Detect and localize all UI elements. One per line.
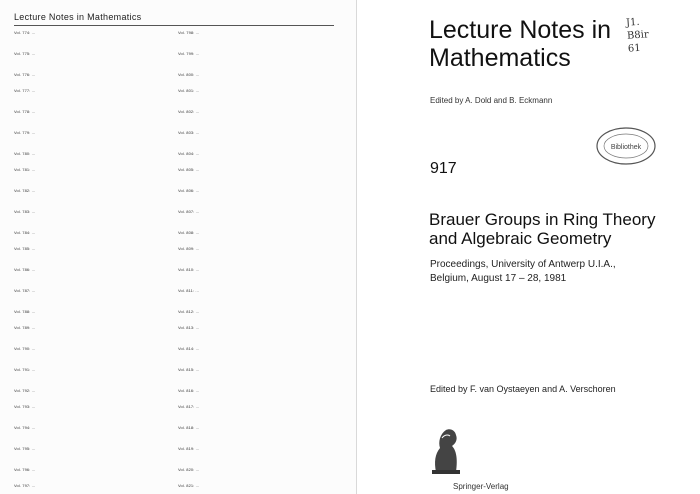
- volume-list-entry: Vol. 796: ...: [14, 467, 36, 472]
- volume-list-entry: Vol. 780: ...: [14, 151, 36, 156]
- volume-list-entry: Vol. 815: ...: [178, 367, 200, 372]
- proceedings-line-1: Proceedings, University of Antwerp U.I.A.,: [430, 259, 616, 270]
- volume-list-entry: Vol. 775: ...: [14, 51, 36, 56]
- book-title-line-1: Brauer Groups in Ring Theory: [429, 210, 656, 229]
- volume-list-entry: Vol. 806: ...: [178, 188, 200, 193]
- volume-list-entry: Vol. 784: ...: [14, 230, 36, 235]
- volume-list-entry: Vol. 801: ...: [178, 88, 200, 93]
- volume-list-entry: Vol. 789: ...: [14, 325, 36, 330]
- book-title-line-2: and Algebraic Geometry: [429, 229, 612, 248]
- volume-list-entry: Vol. 798: ...: [178, 30, 200, 35]
- volume-list-entry: Vol. 812: ...: [178, 309, 200, 314]
- handwritten-line-2: B8ir: [626, 29, 650, 42]
- volume-list-entry: Vol. 821: ...: [178, 483, 200, 488]
- volume-list-entry: Vol. 790: ...: [14, 346, 36, 351]
- volume-list-entry: Vol. 813: ...: [178, 325, 200, 330]
- proceedings-info: [430, 258, 616, 286]
- volume-list-entry: Vol. 802: ...: [178, 109, 200, 114]
- volume-list-entry: Vol. 792: ...: [14, 388, 36, 393]
- volume-list-entry: Vol. 794: ...: [14, 425, 36, 430]
- volume-list-entry: Vol. 774: ...: [14, 30, 36, 35]
- volume-list-entry: Vol. 808: ...: [178, 230, 200, 235]
- volume-list-entry: Vol. 807: ...: [178, 209, 200, 214]
- volume-list-entry: Vol. 816: ...: [178, 388, 200, 393]
- springer-knight-logo-icon: [428, 424, 464, 476]
- volume-list-entry: Vol. 795: ...: [14, 446, 36, 451]
- volume-list-column-1: [14, 30, 174, 494]
- volume-list-entry: Vol. 793: ...: [14, 404, 36, 409]
- title-rule: [14, 25, 334, 26]
- volume-list-entry: Vol. 778: ...: [14, 109, 36, 114]
- volume-list-entry: Vol. 787: ...: [14, 288, 36, 293]
- right-page: [357, 0, 700, 494]
- volume-list-entry: Vol. 797: ...: [14, 483, 36, 488]
- volume-list-column-2: [178, 30, 338, 494]
- stamp-text: Bibliothek: [610, 144, 642, 151]
- volume-list-entry: Vol. 783: ...: [14, 209, 36, 214]
- volume-list-entry: Vol. 803: ...: [178, 130, 200, 135]
- volume-list-entry: Vol. 818: ...: [178, 425, 200, 430]
- volume-list-entry: Vol. 779: ...: [14, 130, 36, 135]
- series-title: [429, 16, 611, 72]
- handwritten-note: [626, 15, 650, 55]
- handwritten-line-3: 61: [627, 42, 642, 55]
- series-editors: Edited by A. Dold and B. Eckmann: [430, 96, 553, 105]
- volume-list-entry: Vol. 799: ...: [178, 51, 200, 56]
- volume-list-entry: Vol. 820: ...: [178, 467, 200, 472]
- proceedings-line-2: Belgium, August 17 – 28, 1981: [430, 273, 567, 284]
- series-title-line-1: Lecture Notes in: [429, 16, 612, 44]
- series-title-line-2: Mathematics: [429, 44, 571, 72]
- volume-number: 917: [430, 160, 457, 177]
- handwritten-line-1: J1.: [625, 16, 641, 29]
- volume-list-entry: Vol. 777: ...: [14, 88, 36, 93]
- volume-list-entry: Vol. 805: ...: [178, 167, 200, 172]
- publisher-name: Springer-Verlag: [453, 482, 509, 491]
- volume-list-entry: Vol. 788: ...: [14, 309, 36, 314]
- volume-list-entry: Vol. 810: ...: [178, 267, 200, 272]
- volume-list-entry: Vol. 814: ...: [178, 346, 200, 351]
- volume-list-entry: Vol. 809: ...: [178, 246, 200, 251]
- volume-list-entry: Vol. 786: ...: [14, 267, 36, 272]
- volume-list-entry: Vol. 781: ...: [14, 167, 36, 172]
- volume-list-entry: Vol. 800: ...: [178, 72, 200, 77]
- book-editors: Edited by F. van Oystaeyen and A. Verschoren: [430, 384, 616, 394]
- library-stamp-icon: [595, 126, 657, 166]
- volume-list-entry: Vol. 782: ...: [14, 188, 36, 193]
- volume-list-entry: Vol. 804: ...: [178, 151, 200, 156]
- book-title: [429, 210, 655, 248]
- volume-list-entry: Vol. 819: ...: [178, 446, 200, 451]
- left-series-title: Lecture Notes in Mathematics: [14, 12, 142, 22]
- volume-list-entry: Vol. 791: ...: [14, 367, 36, 372]
- volume-list-entry: Vol. 776: ...: [14, 72, 36, 77]
- volume-list-entry: Vol. 811: ...: [178, 288, 200, 293]
- volume-list-entry: Vol. 817: ...: [178, 404, 200, 409]
- volume-list-entry: Vol. 785: ...: [14, 246, 36, 251]
